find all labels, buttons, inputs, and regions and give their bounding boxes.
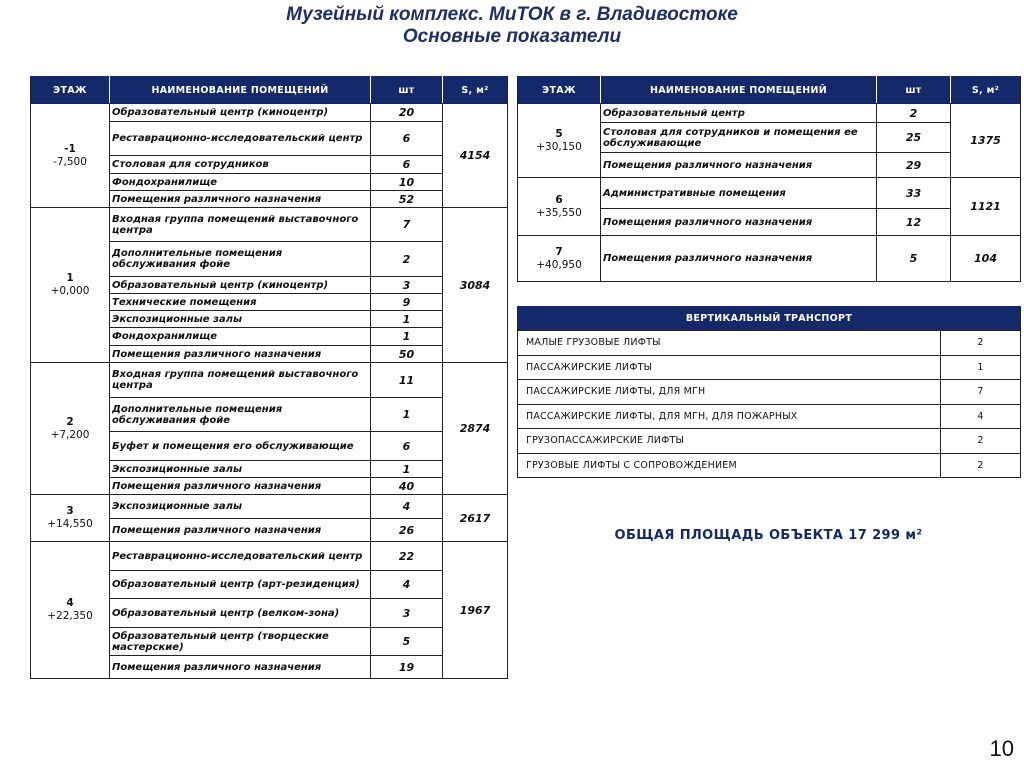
floor-area: 104 [951,236,1021,282]
floor-area: 1121 [951,178,1021,236]
floor-number: 6 [555,193,563,206]
room-count: 52 [371,191,443,208]
room-count: 1 [371,311,443,328]
floor-area: 4154 [443,104,508,208]
floor-number: 1 [66,272,74,284]
room-count: 5 [371,628,443,656]
floor-level: +40,950 [536,258,582,271]
table-row [518,331,1021,356]
room-count: 6 [371,122,443,156]
room-name: Дополнительные помещения обслуживания фойе [110,398,371,432]
header-name: НАИМЕНОВАНИЕ ПОМЕЩЕНИЙ [110,77,371,104]
floor-cell [31,542,110,679]
room-name: Образовательный центр (арт-резиденция) [110,571,371,599]
floor-number: -1 [64,142,76,155]
table-row [31,495,508,519]
room-name: Административные помещения [601,178,877,209]
header-floor: ЭТАЖ [518,77,601,104]
room-count: 20 [371,104,443,122]
floor-cell [31,363,110,495]
room-name: Столовая для сотрудников [110,156,371,174]
room-count: 50 [371,346,443,363]
room-count: 22 [371,542,443,571]
table-row [518,104,1021,123]
page-subtitle: Основные показатели [402,26,622,47]
header-floor: ЭТАЖ [31,77,110,104]
floor-level: +7,200 [50,428,90,441]
transport-count: 2 [941,453,1021,478]
room-name: Образовательный центр (творцеские мастерские) [110,628,371,656]
room-count: 7 [371,208,443,242]
room-count: 3 [371,599,443,628]
room-count: 1 [371,328,443,346]
room-name: Экспозиционные залы [110,311,371,328]
room-count: 2 [877,104,951,123]
floor-number: 2 [66,415,74,428]
floor-area: 1967 [443,542,508,679]
room-name: Фондохранилище [110,174,371,191]
transport-name: ПАССАЖИРСКИЕ ЛИФТЫ, ДЛЯ МГН, ДЛЯ ПОЖАРНЫХ [518,404,941,429]
room-name: Дополнительные помещения обслуживания фойе [110,242,371,277]
room-name: Входная группа помещений выставочного центра [110,208,371,242]
table-row [518,355,1021,380]
transport-count: 4 [941,404,1021,429]
room-name: Фондохранилище [110,328,371,346]
transport-count: 2 [941,429,1021,454]
floors-table-left [30,76,508,679]
floor-cell [31,495,110,542]
transport-count: 1 [941,355,1021,380]
floor-number: 4 [66,597,74,609]
page-title: Музейный комплекс. МиТОК в г. Владивостоке [286,4,738,25]
room-count: 40 [371,478,443,495]
room-name: Образовательный центр [601,104,877,123]
floor-number: 5 [555,127,563,140]
floor-level: +30,150 [536,140,582,153]
floor-number: 3 [66,505,74,517]
transport-count: 2 [941,331,1021,356]
room-name: Помещения различного назначения [110,656,371,679]
transport-name: МАЛЫЕ ГРУЗОВЫЕ ЛИФТЫ [518,331,941,356]
header-area: S, м² [951,77,1021,104]
room-count: 11 [371,363,443,398]
transport-name: ГРУЗОВЫЕ ЛИФТЫ С СОПРОВОЖДЕНИЕМ [518,453,941,478]
page-number: 10 [989,736,1014,761]
floor-area: 2874 [443,363,508,495]
room-name: Помещения различного назначения [110,478,371,495]
total-area: ОБЩАЯ ПЛОЩАДЬ ОБЪЕКТА 17 299 м² [614,528,923,543]
room-count: 10 [371,174,443,191]
table-row [518,178,1021,209]
room-name: Помещения различного назначения [601,236,877,282]
room-name: Помещения различного назначения [601,153,877,178]
table-row [518,429,1021,454]
floor-area: 3084 [443,208,508,363]
room-name: Помещения различного назначения [110,346,371,363]
header-count: шт [877,77,951,104]
room-name: Экспозиционные залы [110,461,371,478]
header-name: НАИМЕНОВАНИЕ ПОМЕЩЕНИЙ [601,77,877,104]
room-count: 25 [877,123,951,153]
table-row [518,236,1021,282]
room-count: 4 [371,571,443,599]
vertical-transport-title: ВЕРТИКАЛЬНЫЙ ТРАНСПОРТ [518,307,1021,331]
room-count: 3 [371,277,443,294]
room-count: 19 [371,656,443,679]
floor-cell [518,178,601,236]
room-count: 5 [877,236,951,282]
table-row [31,104,508,122]
table-row [518,453,1021,478]
floor-level: +14,550 [47,518,93,530]
room-count: 1 [371,461,443,478]
room-name: Технические помещения [110,294,371,311]
floor-level: -7,500 [53,155,87,168]
room-name: Столовая для сотрудников и помещения ее обслуживающие [601,123,877,153]
floor-number: 7 [555,245,563,258]
room-count: 2 [371,242,443,277]
room-name: Помещения различного назначения [110,191,371,208]
room-name: Образовательный центр (киноцентр) [110,104,371,122]
floor-area: 2617 [443,495,508,542]
floor-cell [518,104,601,178]
header-count: шт [371,77,443,104]
room-count: 12 [877,209,951,236]
room-count: 26 [371,519,443,542]
header-area: S, м² [443,77,508,104]
table-row [518,380,1021,405]
room-name: Образовательный центр (велком-зона) [110,599,371,628]
room-count: 29 [877,153,951,178]
room-name: Экспозиционные залы [110,495,371,519]
floor-area: 1375 [951,104,1021,178]
room-count: 4 [371,495,443,519]
table-row [31,542,508,571]
room-name: Помещения различного назначения [601,209,877,236]
room-name: Реставрационно-исследовательский центр [110,122,371,156]
table-row [518,404,1021,429]
room-count: 6 [371,432,443,461]
room-name: Образовательный центр (киноцентр) [110,277,371,294]
vertical-transport-table [517,306,1021,478]
room-count: 9 [371,294,443,311]
transport-name: ПАССАЖИРСКИЕ ЛИФТЫ [518,355,941,380]
floor-level: +22,350 [47,610,93,622]
floor-level: +35,550 [536,206,582,219]
room-name: Входная группа помещений выставочного центра [110,363,371,398]
floor-cell [31,104,110,208]
room-count: 6 [371,156,443,174]
room-count: 1 [371,398,443,432]
table-row [31,208,508,242]
transport-count: 7 [941,380,1021,405]
room-name: Помещения различного назначения [110,519,371,542]
transport-name: ГРУЗОПАССАЖИРСКИЕ ЛИФТЫ [518,429,941,454]
floors-table-right [517,76,1021,282]
floor-cell [31,208,110,363]
transport-name: ПАССАЖИРСКИЕ ЛИФТЫ, ДЛЯ МГН [518,380,941,405]
room-name: Буфет и помещения его обслуживающие [110,432,371,461]
table-row [31,363,508,398]
floor-level: +0,000 [50,285,90,297]
floor-cell [518,236,601,282]
room-name: Реставрационно-исследовательский центр [110,542,371,571]
room-count: 33 [877,178,951,209]
